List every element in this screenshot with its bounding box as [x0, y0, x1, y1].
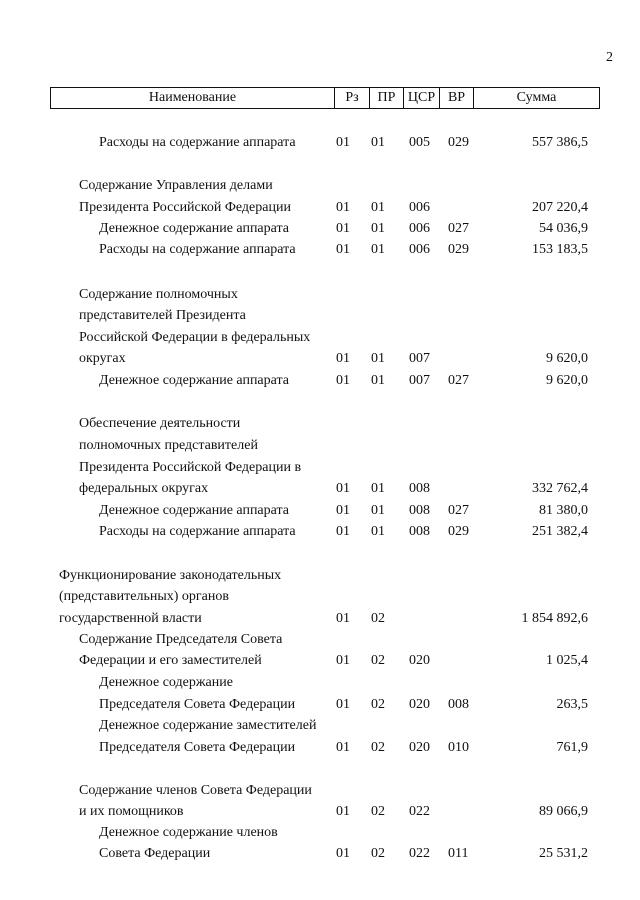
row-csr: 022 — [409, 846, 430, 861]
row-vr: 008 — [448, 697, 469, 712]
row-rz: 01 — [336, 503, 350, 518]
table-row — [0, 695, 640, 715]
row-rz: 01 — [336, 740, 350, 755]
row-sum: 263,5 — [556, 697, 588, 712]
row-vr: 010 — [448, 740, 469, 755]
row-rz: 01 — [336, 221, 350, 236]
table-row — [0, 781, 640, 801]
table-row — [0, 306, 640, 326]
table-row — [0, 285, 640, 305]
row-sum: 25 531,2 — [539, 846, 588, 861]
row-rz: 01 — [336, 611, 350, 626]
row-name: Денежное содержание заместителей — [99, 718, 317, 733]
page-number: 2 — [606, 50, 613, 65]
row-name: Федерации и его заместителей — [79, 653, 262, 668]
row-name: Расходы на содержание аппарата — [99, 135, 296, 150]
row-csr: 008 — [409, 481, 430, 496]
header-sum: Сумма — [516, 90, 557, 105]
row-pr: 02 — [371, 653, 385, 668]
row-csr: 006 — [409, 242, 430, 257]
table-row — [0, 479, 640, 499]
row-pr: 02 — [371, 740, 385, 755]
table-row — [0, 566, 640, 586]
row-sum: 761,9 — [556, 740, 588, 755]
table-row — [0, 371, 640, 391]
table-row — [0, 823, 640, 843]
row-sum: 251 382,4 — [532, 524, 588, 539]
table-row — [0, 587, 640, 607]
row-csr: 006 — [409, 200, 430, 215]
row-name: Содержание Председателя Совета — [79, 632, 283, 647]
row-name: Денежное содержание — [99, 675, 233, 690]
header-vr: ВР — [440, 88, 474, 108]
row-pr: 01 — [371, 481, 385, 496]
row-sum: 54 036,9 — [539, 221, 588, 236]
row-rz: 01 — [336, 481, 350, 496]
row-csr: 006 — [409, 221, 430, 236]
row-name: федеральных округах — [79, 481, 209, 496]
table-row — [0, 522, 640, 542]
row-csr: 022 — [409, 804, 430, 819]
row-csr: 008 — [409, 503, 430, 518]
row-sum: 1 025,4 — [546, 653, 588, 668]
row-sum: 1 854 892,6 — [521, 611, 588, 626]
row-pr: 01 — [371, 373, 385, 388]
row-name: Денежное содержание аппарата — [99, 503, 290, 518]
row-vr: 027 — [448, 503, 469, 518]
row-rz: 01 — [336, 846, 350, 861]
row-vr: 011 — [448, 846, 469, 861]
table-row — [0, 414, 640, 434]
row-sum: 153 183,5 — [532, 242, 588, 257]
row-pr: 01 — [371, 524, 385, 539]
row-name: Расходы на содержание аппарата — [99, 524, 296, 539]
row-rz: 01 — [336, 351, 350, 366]
row-rz: 01 — [336, 135, 350, 150]
header-pr: ПР — [370, 88, 404, 108]
row-pr: 01 — [371, 351, 385, 366]
row-rz: 01 — [336, 653, 350, 668]
row-sum: 332 762,4 — [532, 481, 588, 496]
row-name: Президента Российской Федерации в — [79, 460, 302, 475]
row-pr: 02 — [371, 846, 385, 861]
row-pr: 01 — [371, 135, 385, 150]
row-sum: 89 066,9 — [539, 804, 588, 819]
row-name: Президента Российской Федерации — [79, 200, 291, 215]
table-row — [0, 219, 640, 239]
row-sum: 81 380,0 — [539, 503, 588, 518]
row-name: и их помощников — [79, 804, 184, 819]
row-sum: 207 220,4 — [532, 200, 588, 215]
row-rz: 01 — [336, 524, 350, 539]
table-row — [0, 458, 640, 478]
table-row — [0, 240, 640, 260]
table-row — [0, 176, 640, 196]
row-sum: 9 620,0 — [546, 373, 588, 388]
row-name: округах — [79, 351, 126, 366]
table-row — [0, 844, 640, 864]
row-name: Денежное содержание аппарата — [99, 221, 290, 236]
row-csr: 008 — [409, 524, 430, 539]
row-vr: 029 — [448, 524, 469, 539]
table-row — [0, 328, 640, 348]
row-vr: 027 — [448, 373, 469, 388]
row-csr: 020 — [409, 740, 430, 755]
row-pr: 02 — [371, 697, 385, 712]
row-pr: 02 — [371, 804, 385, 819]
row-pr: 02 — [371, 611, 385, 626]
row-sum: 9 620,0 — [546, 351, 588, 366]
table-row — [0, 630, 640, 650]
row-pr: 01 — [371, 200, 385, 215]
table-row — [0, 802, 640, 822]
row-vr: 029 — [448, 135, 469, 150]
row-csr: 005 — [409, 135, 430, 150]
header-name: Наименование — [51, 88, 335, 108]
header-csr: ЦСР — [404, 88, 440, 108]
table-row — [0, 673, 640, 693]
row-rz: 01 — [336, 373, 350, 388]
row-csr: 020 — [409, 697, 430, 712]
table-row — [0, 716, 640, 736]
row-name: Содержание членов Совета Федерации — [79, 783, 312, 798]
row-pr: 01 — [371, 221, 385, 236]
row-rz: 01 — [336, 804, 350, 819]
row-name: Содержание полномочных — [79, 287, 238, 302]
row-name: Расходы на содержание аппарата — [99, 242, 296, 257]
row-name: Обеспечение деятельности — [79, 416, 241, 431]
row-name: Содержание Управления делами — [79, 178, 273, 193]
row-rz: 01 — [336, 242, 350, 257]
table-row — [0, 738, 640, 758]
row-rz: 01 — [336, 697, 350, 712]
row-name: Председателя Совета Федерации — [99, 740, 296, 755]
row-name: представителей Президента — [79, 308, 246, 323]
row-csr: 007 — [409, 373, 430, 388]
table-row — [0, 349, 640, 369]
table-row — [0, 133, 640, 153]
table-row — [0, 198, 640, 218]
row-name: Функционирование законодательных — [59, 568, 282, 583]
row-name: Председателя Совета Федерации — [99, 697, 296, 712]
row-name: (представительных) органов — [59, 589, 229, 604]
row-rz: 01 — [336, 200, 350, 215]
row-name: полномочных представителей — [79, 438, 258, 453]
header-rz: Рз — [335, 88, 370, 108]
row-name: Совета Федерации — [99, 846, 211, 861]
row-pr: 01 — [371, 503, 385, 518]
table-row — [0, 501, 640, 521]
table-row — [0, 651, 640, 671]
row-name: Денежное содержание членов — [99, 825, 278, 840]
row-name: Российской Федерации в федеральных — [79, 330, 311, 345]
row-name: государственной власти — [59, 611, 202, 626]
row-pr: 01 — [371, 242, 385, 257]
row-csr: 007 — [409, 351, 430, 366]
row-csr: 020 — [409, 653, 430, 668]
row-name: Денежное содержание аппарата — [99, 373, 290, 388]
row-vr: 027 — [448, 221, 469, 236]
table-row — [0, 609, 640, 629]
table-row — [0, 436, 640, 456]
row-sum: 557 386,5 — [532, 135, 588, 150]
row-vr: 029 — [448, 242, 469, 257]
